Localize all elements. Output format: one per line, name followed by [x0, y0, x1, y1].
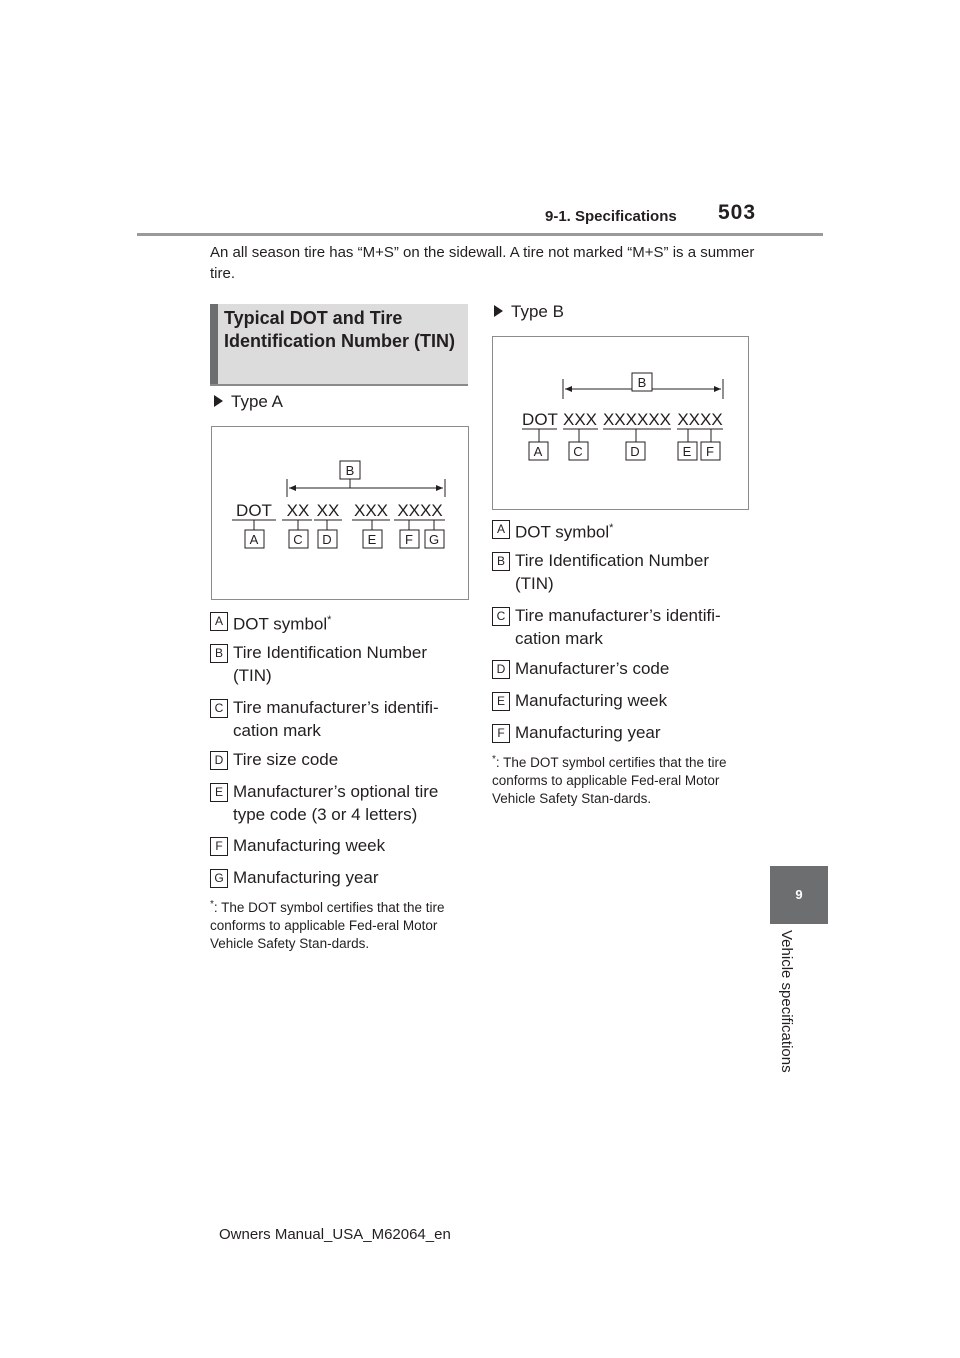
topic-box	[210, 304, 468, 386]
label-d: D	[630, 444, 640, 459]
header-divider	[137, 233, 823, 236]
legend-text: Manufacturing year	[233, 868, 379, 887]
dot-text: DOT	[236, 501, 272, 520]
legend-text: Tire manufacturer’s identifi-cation mark	[233, 698, 439, 740]
legend-letter: B	[210, 644, 228, 663]
legend-text-main: DOT symbol	[233, 614, 328, 634]
legend-text: Manufacturer’s optional tire type code (3 or 4 letters)	[233, 782, 439, 824]
legend-text: Manufacturing week	[233, 836, 386, 855]
chapter-tab: 9	[770, 866, 828, 924]
dot-text: DOT	[522, 410, 558, 429]
legend-letter: C	[492, 607, 510, 626]
type-b-heading-text: Type B	[511, 302, 564, 321]
chapter-label-wrap	[770, 930, 800, 1100]
legend-text: Tire manufacturer’s identifi-cation mark	[515, 606, 721, 648]
triangle-bullet-icon	[214, 395, 223, 407]
code-2: XX	[316, 501, 340, 520]
arrowhead-right	[714, 386, 721, 392]
legend-text	[515, 517, 730, 544]
topic-title: Typical DOT and Tire Identification Number (TIN)	[224, 308, 455, 351]
section-title: 9-1. Specifications	[545, 208, 677, 225]
legend-text-main: DOT symbol	[515, 522, 610, 542]
code-2: XXXXXX	[602, 410, 672, 429]
footnote-star: *	[492, 754, 496, 765]
legend-letter: E	[492, 692, 510, 711]
type-b-heading	[494, 302, 564, 322]
footnote-marker: *	[609, 522, 614, 534]
footnote-marker: *	[327, 614, 332, 626]
legend-text: Manufacturer’s code	[515, 659, 670, 678]
type-b-footnote	[492, 751, 748, 808]
type-a-footnote	[210, 896, 468, 953]
legend-letter: D	[492, 660, 510, 679]
label-d: D	[322, 532, 332, 547]
legend-letter: C	[210, 699, 228, 718]
footnote-text: : The DOT symbol certifies that the tire conforms to applicable Fed-eral Motor Vehicle Safety Stan-dards.	[492, 755, 727, 806]
type-a-heading	[214, 392, 283, 412]
label-c: C	[293, 532, 303, 547]
label-g: G	[428, 532, 440, 547]
type-a-heading-text: Type A	[231, 392, 283, 411]
legend-letter: F	[210, 837, 228, 856]
legend-letter: E	[210, 783, 228, 802]
legend-text: Manufacturing year	[515, 723, 661, 742]
footnote-star: *	[210, 899, 214, 910]
type-a-diagram-svg	[212, 427, 468, 599]
arrowhead-left	[289, 485, 296, 491]
code-1: XX	[286, 501, 310, 520]
code-3: XXX	[353, 501, 389, 520]
legend-letter: A	[492, 520, 510, 539]
chapter-label: Vehicle specifications	[778, 930, 795, 1073]
type-b-diagram-svg	[493, 337, 748, 509]
legend-letter: A	[210, 612, 228, 631]
footer-doc-id: Owners Manual_USA_M62064_en	[219, 1226, 451, 1243]
legend-text	[233, 609, 448, 636]
page-number: 503	[718, 201, 757, 224]
topic-accent-bar	[210, 304, 218, 384]
label-e: E	[682, 444, 692, 459]
intro-paragraph: An all season tire has “M+S” on the sidewall. A tire not marked “M+S” is a summer tire.	[210, 244, 755, 282]
legend-letter: D	[210, 751, 228, 770]
code-1: XXX	[562, 410, 598, 429]
triangle-bullet-icon	[494, 305, 503, 317]
label-e: E	[367, 532, 377, 547]
footnote-text: : The DOT symbol certifies that the tire conforms to applicable Fed-eral Motor Vehicle Safety Stan-dards.	[210, 900, 445, 951]
legend-letter: B	[492, 552, 510, 571]
legend-letter: G	[210, 869, 228, 888]
arrowhead-right	[436, 485, 443, 491]
label-f: F	[706, 444, 714, 459]
legend-letter: F	[492, 724, 510, 743]
label-b: B	[637, 375, 647, 390]
legend-text: Manufacturing week	[515, 691, 668, 710]
label-c: C	[573, 444, 583, 459]
type-a-diagram	[211, 426, 469, 600]
label-f: F	[405, 532, 413, 547]
type-b-diagram	[492, 336, 749, 510]
code-4: XXXX	[397, 501, 443, 520]
legend-text: Tire size code	[233, 750, 339, 769]
legend-text: Tire Identification Number (TIN)	[515, 551, 710, 593]
arrowhead-left	[565, 386, 572, 392]
code-3: XXXX	[677, 410, 723, 429]
legend-text: Tire Identification Number (TIN)	[233, 643, 428, 685]
label-a: A	[533, 444, 543, 459]
label-b: B	[345, 463, 355, 478]
label-a: A	[249, 532, 259, 547]
